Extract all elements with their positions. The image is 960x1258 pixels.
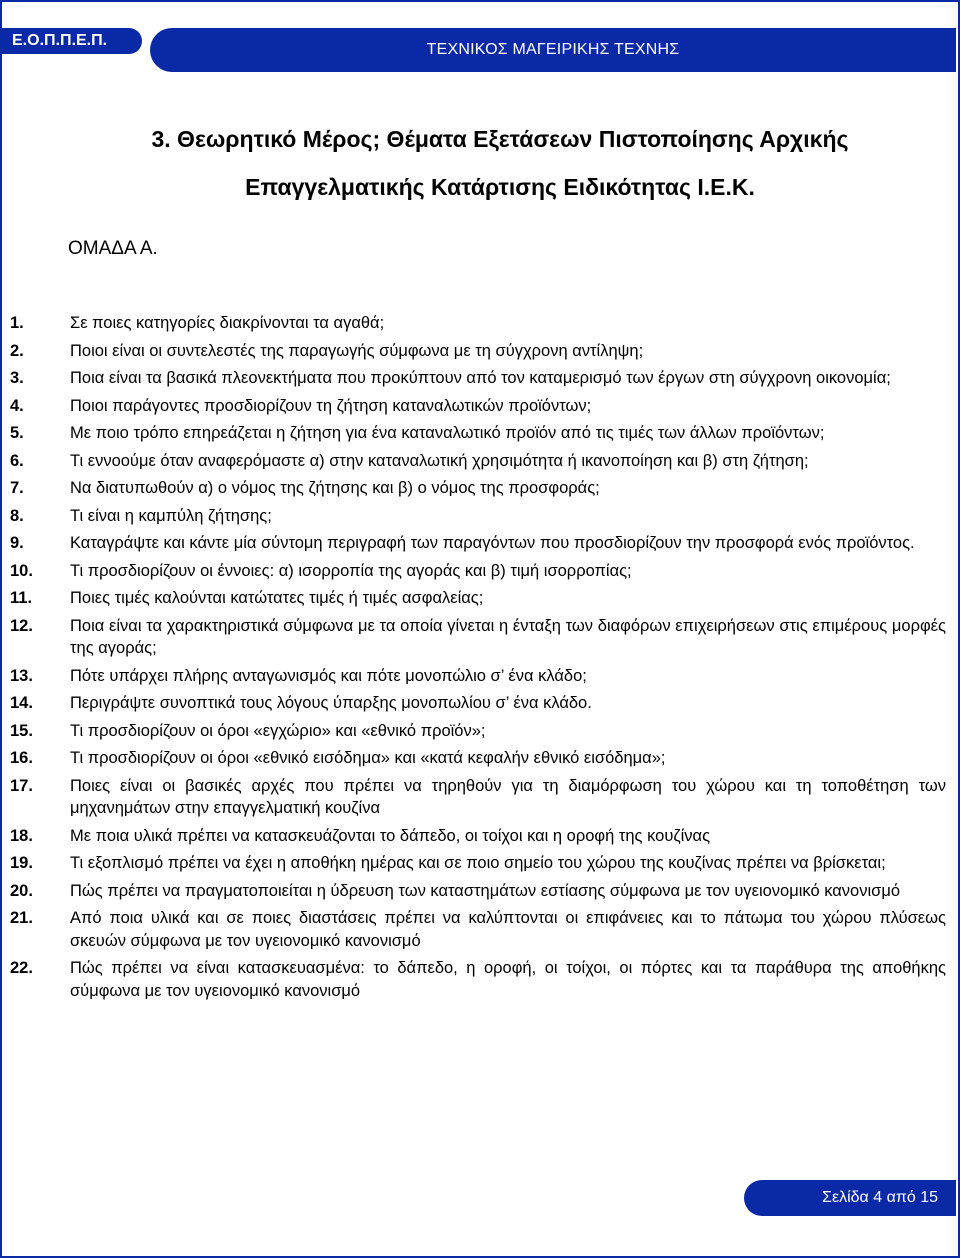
question-number: 1. [10, 314, 24, 332]
question-item [0, 395, 960, 418]
question-number: 13. [10, 666, 33, 685]
question-text: Να διατυπωθούν α) ο νόμος της ζήτησης και β) ο νόμος της προσφοράς; [70, 479, 600, 497]
question-text: Καταγράψτε και κάντε μία σύντομη περιγραφή των παραγόντων που προσδιορίζουν την προσφορά ενός προϊόντος. [70, 534, 915, 552]
question-list [0, 312, 960, 1007]
question-item [0, 615, 960, 660]
question-number: 5. [10, 424, 24, 442]
header-specialty-label: ΤΕΧΝΙΚΟΣ ΜΑΓΕΙΡΙΚΗΣ ΤΕΧΝΗΣ [150, 28, 956, 72]
question-item [0, 340, 960, 363]
question-text: Με ποιο τρόπο επηρεάζεται η ζήτηση για ένα καταναλωτικό προϊόν από τις τιμές των άλλων προϊόντων; [70, 424, 825, 442]
group-label: ΟΜΑΔΑ Α. [68, 238, 158, 259]
question-text: Πώς πρέπει να πραγματοποιείται η ύδρευση των καταστημάτων εστίασης σύμφωνα με τον υγειονομικό κανονισμό [70, 881, 901, 900]
question-text: Ποιες τιμές καλούνται κατώτατες τιμές ή τιμές ασφαλείας; [70, 589, 484, 607]
question-number: 9. [10, 534, 24, 552]
question-text: Περιγράψτε συνοπτικά τους λόγους ύπαρξης μονοπωλίου σ’ ένα κλάδο. [70, 694, 592, 712]
question-text: Τι προσδιορίζουν οι όροι «εγχώριο» και «εθνικό προϊόν»; [70, 721, 486, 740]
question-number: 15. [10, 721, 33, 740]
question-number: 14. [10, 694, 33, 712]
question-text: Ποιοι παράγοντες προσδιορίζουν τη ζήτηση καταναλωτικών προϊόντων; [70, 396, 592, 415]
question-text: Ποια είναι τα χαρακτηριστικά σύμφωνα με τα οποία γίνεται η ένταξη των διαφόρων επιχειρήσεων στις επιμέρους μορφές της αγοράς; [70, 616, 946, 657]
question-text: Πότε υπάρχει πλήρης ανταγωνισμός και πότε μονοπώλιο σ’ ένα κλάδο; [70, 666, 587, 685]
question-item [0, 825, 960, 848]
question-number: 21. [10, 909, 33, 927]
question-item [0, 720, 960, 743]
question-number: 22. [10, 959, 33, 977]
question-text: Τι εξοπλισμό πρέπει να έχει η αποθήκη ημέρας και σε ποιο σημείο του χώρου της κουζίνας πρέπει να βρίσκεται; [70, 854, 886, 872]
question-text: Τι προσδιορίζουν οι έννοιες: α) ισορροπία της αγοράς και β) τιμή ισορροπίας; [70, 561, 632, 580]
header-org-label: Ε.Ο.Π.Π.Ε.Π. [0, 28, 142, 54]
question-item [0, 367, 960, 390]
question-text: Ποιοι είναι οι συντελεστές της παραγωγής σύμφωνα με τη σύγχρονη αντίληψη; [70, 341, 644, 360]
question-item [0, 747, 960, 770]
question-item [0, 560, 960, 583]
question-number: 19. [10, 854, 33, 872]
page-number-label: Σελίδα 4 από 15 [744, 1180, 956, 1216]
question-number: 2. [10, 341, 24, 360]
question-item [0, 312, 960, 335]
question-number: 11. [10, 589, 33, 607]
question-text: Σε ποιες κατηγορίες διακρίνονται τα αγαθά; [70, 314, 385, 332]
question-number: 7. [10, 479, 24, 497]
question-item [0, 907, 960, 952]
question-number: 8. [10, 506, 24, 525]
question-item [0, 532, 960, 555]
question-item [0, 665, 960, 688]
question-number: 3. [10, 369, 24, 387]
question-text: Από ποια υλικά και σε ποιες διαστάσεις πρέπει να καλύπτονται οι επιφάνειες και το πάτωμα του χώρου πλύσεως σκευών σύμφωνα με τον υγειονομικό κανονισμό [70, 909, 946, 950]
question-item [0, 692, 960, 715]
question-number: 17. [10, 776, 33, 795]
question-item [0, 880, 960, 903]
page-title-line2: Επαγγελματικής Κατάρτισης Ειδικότητας Ι.Ε.Κ. [245, 174, 755, 200]
question-number: 20. [10, 881, 33, 900]
question-text: Τι εννοούμε όταν αναφερόμαστε α) στην καταναλωτική χρησιμότητα ή ικανοποίηση και β) στη ζήτηση; [70, 451, 809, 470]
question-number: 6. [10, 451, 24, 470]
question-number: 18. [10, 826, 33, 845]
question-text: Τι είναι η καμπύλη ζήτησης; [70, 506, 272, 525]
question-number: 10. [10, 561, 33, 580]
question-item [0, 477, 960, 500]
page-title [60, 115, 940, 211]
question-text: Τι προσδιορίζουν οι όροι «εθνικό εισόδημα» και «κατά κεφαλήν εθνικό εισόδημα»; [70, 749, 666, 767]
question-number: 16. [10, 749, 33, 767]
question-item [0, 775, 960, 820]
top-rule [0, 0, 960, 2]
question-text: Πώς πρέπει να είναι κατασκευασμένα: το δάπεδο, η οροφή, οι τοίχοι, οι πόρτες και τα παράθυρα της αποθήκης σύμφωνα με τον υγειονομικό κανονισμό [70, 959, 946, 1000]
question-text: Ποια είναι τα βασικά πλεονεκτήματα που προκύπτουν από τον καταμερισμό των έργων στη σύγχρονη οικονομία; [70, 369, 891, 387]
question-item [0, 957, 960, 1002]
question-text: Με ποια υλικά πρέπει να κατασκευάζονται το δάπεδο, οι τοίχοι και η οροφή της κουζίνας [70, 826, 711, 845]
question-item [0, 450, 960, 473]
question-item [0, 422, 960, 445]
question-number: 4. [10, 396, 24, 415]
question-text: Ποιες είναι οι βασικές αρχές που πρέπει να τηρηθούν για τη διαμόρφωση του χώρου και τη τοποθέτηση των μηχανημάτων στην επαγγελματική κουζίνα [70, 776, 946, 817]
question-item [0, 852, 960, 875]
question-number: 12. [10, 616, 33, 635]
question-item [0, 587, 960, 610]
question-item [0, 505, 960, 528]
page-title-line1: 3. Θεωρητικό Μέρος; Θέματα Εξετάσεων Πιστοποίησης Αρχικής [151, 126, 849, 152]
